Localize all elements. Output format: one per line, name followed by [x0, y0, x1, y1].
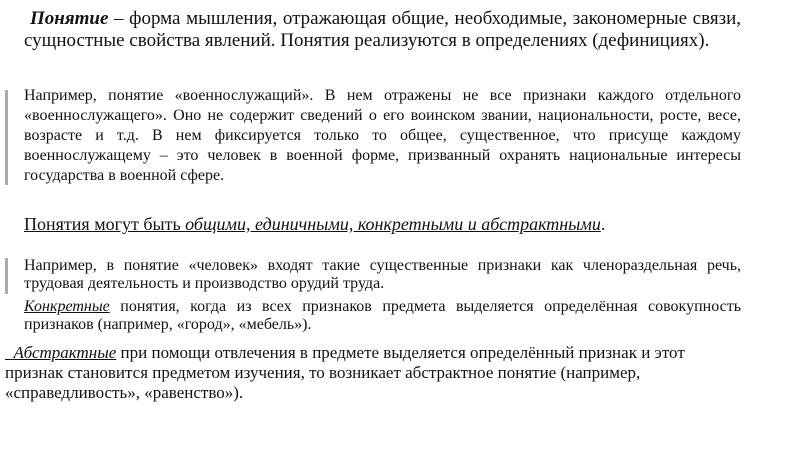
concrete-concepts-paragraph: [24, 298, 741, 334]
example-human-paragraph: [24, 257, 741, 293]
abstract-text: при помощи отвлечения в предмете выделяется определённый признак и этот признак становится предметом изучения, то возникает абстрактное понятие (например, «справедливость», «равенство»).: [5, 343, 685, 402]
concept-types-lead: Понятия могут быть: [24, 214, 186, 234]
abstract-lead: [5, 343, 14, 362]
concept-types-tail: .: [600, 214, 606, 234]
left-accent-bar: [5, 90, 8, 185]
concrete-term: Конкретные: [24, 298, 110, 315]
left-accent-bar: [5, 258, 8, 294]
definition-term: Понятие: [30, 8, 109, 29]
concept-types-kinds: общими, единичными, конкретными и абстрактными: [185, 214, 601, 234]
abstract-term: Абстрактные: [13, 343, 117, 362]
definition-paragraph: [24, 8, 741, 52]
example-human-text: Например, в понятие «человек» входят такие существенные признаки как членораздельная речь, трудовая деятельность и производство орудий труда.: [24, 257, 741, 292]
example-serviceman-text: Например, понятие «военнослужащий». В нем отражены не все признаки каждого отдельного «военнослужащего». Оно не содержит сведений о его воинском звании, национальности, росте, весе, возрасте и т.д. В нем фиксируется только то общее, существенное, что присуще каждому военнослужащему – это человек в военной форме, призванный охранять национальные интересы государства в военной сфере.: [24, 87, 741, 184]
definition-text: – форма мышления, отражающая общие, необходимые, закономерные связи, сущностные свойства явлений. Понятия реализуются в определениях (дефинициях).: [24, 8, 741, 51]
abstract-concepts-paragraph: [5, 343, 740, 403]
concept-types-paragraph: [24, 214, 741, 234]
concrete-text: понятия, когда из всех признаков предмета выделяется определённая совокупность признаков (например, «город», «мебель»).: [24, 298, 741, 333]
example-serviceman-paragraph: [24, 86, 741, 186]
